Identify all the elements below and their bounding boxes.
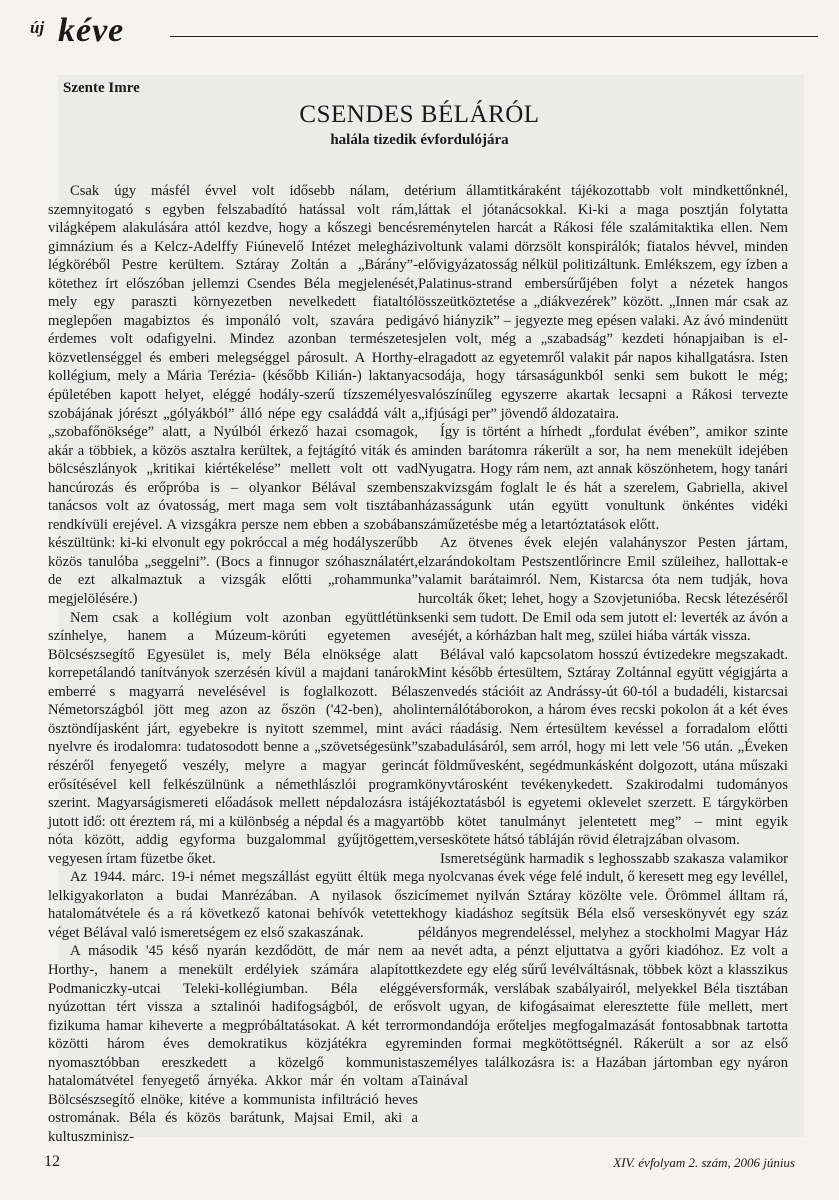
paragraph: Így is történt a hírhedt „fordulat évében”, amikor szinte minden barátomra rákerült a sor, ha nem menekült idejében Nyugatra. Hogy rám nem, azt annak köszönhetem, hogy tanári szakvizsgám foglalt le és hát a szerelem, Gabriella, akivel házasságunk után együtt vonultunk önkéntes vidéki száműzetésbe még a letartóztatások előtt. <box>418 424 788 533</box>
paragraph: Bélával való kapcsolatom hosszú évtizedekre megszakadt. Mint később értesültem, Sztáray Zoltánnal együtt végigjárta a szenvedés stációit az Andrássy-út 60-tól a budadéli, kistarcsai internálótáborokon, a három éves recski pokolon át a két éves váci ráadásig. Nem értesültem kevéssel a forradalom előtti szabadulásáról, sem arról, hogy mi lett vele '56 után. „Éveken át földművesként, segédmunkásként dolgozott, utána műszaki könyvtárosként tevékenykedett. Szakirodalmi tudományos tájékoztatásból is egyetemi oklevelet szerzett. E tárgykörben több kötet tanulmányt jelentetett meg” – mint egyik verseskötete hátsó tábláján rövid életrajzában olvasom. <box>418 646 788 849</box>
article-title: CSENDES BÉLÁRÓL <box>299 101 540 128</box>
paragraph: A második '45 késő nyarán kezdődött, de már nem a Horthy-, hanem a menekült erdélyiek számára alapított Podmaniczky-utcai Teleki-kollégiumban. Béla eléggé nyúzottan tért vissza a sztalinói hadifogságból, de erős fizikuma hamar kiheverte a megpróbáltatásokat. A két terror közötti három éves demokratikus közjátékra egyre nyomasztóbban ereszkedett a közelgő kommunista hatalomátvétel fenyegető árnyéka. Akkor már én voltam a Bölcsészsegítő elnöke, kitéve a kommunista infiltráció heves ostromának. Béla és közös barátunk, Majsai Emil, aki a kultuszminisz- <box>48 943 418 1145</box>
article-subtitle: halála tizedik évfordulójára <box>330 132 509 148</box>
masthead-rule <box>170 36 818 37</box>
masthead <box>28 8 818 48</box>
paragraph: Csak úgy másfél évvel volt idősebb nálam, de szemnyitogató s egyben felszabadító hatással volt rám, világképem alakulására attól kezdve, hogy a kőszegi bencés gimnázium és a Kelcz-Adelffy Fiúnevelő Intézet melegházi légköréből Pestre kerültem. Sztáray Zoltán a „Bárány”-kötethez írt előszóban jellemzi Csendes Béla megjelenését, mely egy paraszti környezetben nevelkedett fiataltól meglepően magabiztos és imponáló volt, szavára pedig érdemes volt odafigyelni. Mindez azonban természetes közvetlenséggel és emberi melegséggel párosult. A Horthy-kollégium, mely a Mária Terézia- (később Kilián-) laktanya épületében kapott helyet, eléggé hodály-szerű tízszemélyes szobájának jórészt „gólyákból” álló népe egy családdá vált a „szobafőnöksége” alatt, a Nyúlból érkező hazai csomagok, akár a többiek, a közös asztalra kerültek, a fejtágító viták és a bölcsészlányok „kritikai kiértékelése” mellett volt ott vad hancúrozás és erőpróba is – olyankor Bélával szemben tanácsos volt az óvatosság, mert maga sem volt tisztában rendkívüli erejével. A vizsgákra persze nem ebben a szobában készültünk: ki-ki elvonult egy pokróccal a még hodályszerűbb közös tanulóba „seggelni”. (Bocs a finnugor szóhasználatért, de ezt alkalmaztuk a vizsgák előtti „rohammunka” megjelölésére.) <box>48 183 418 608</box>
masthead-title: kéve <box>58 12 125 49</box>
issue-info: XIV. évfolyam 2. szám, 2006 június <box>613 1155 795 1170</box>
masthead-prefix: új <box>30 18 45 37</box>
paragraph: Az 1944. márc. 19-i német megszállást együtt éltük meg lelkigyakorlaton a budai Manrézában. A nyilasok őszi hatalomátvétele és a rá következő katonai behívók vetettek véget Bélával való ismeretségem ez első szakaszának. <box>48 869 418 941</box>
paragraph: térium államtitkáraként tájékozottabb volt mindkettőnknél, láttak el jótanácsokkal. Ki-ki a maga posztján folytatta reménytelen harcát a Rákosi féle szalámitaktika ellen. Nem voltunk valami dörzsölt konspirálók; fiatalos hévvel, minden elővigyázatosság nélkül politizáltunk. Emlékszem, egy ízben a Palatinus-strand embersűrűjében folyt a nézetek hangos összeütköztetése a „diákvezérek” között. „Innen már csak az ávó hiányzik” – jegyezte meg epésen valaki. Az ávó mindenütt jelen volt, még a „szabadság” kezdeti hónapjaiban is el-elragadott az egyetemről valakit pár napos kihallgatásra. Isten csodája, hogy társaságunkból senki sem bukott le még; valószínűleg egyszerre akartak lecsapni a Rákosi tervezte „ifjúsági per” jövendő áldozataira. <box>418 183 788 422</box>
article-column-right <box>418 182 788 1127</box>
page-number: 12 <box>44 1153 60 1170</box>
paragraph: Ismeretségünk harmadik s leghosszabb szakasza valamikor a nyolcvanas évek vége felé indult, ő keresett meg egy levéllel, címemet nyilván Sztáray közölte vele. Örömmel álltam rá, hogy kiadáshoz segítsük Béla első verseskönyvét egy száz példányos megrendeléssel, melyhez a stockholmi Magyar Ház a nevét adta, a pénzt eljuttatva a győri kiadóhoz. Ez volt a kezdete egy elég sűrű levélváltásnak, többek közt a klasszikus versformák, verslábak szabályairól, melyekkel Béla tisztában volt ugyan, de kifogásaimat eleresztette füle mellett, mert mondandója erőteljes megfogalmazását fontosabbnak tartotta minden formai megkötöttségnél. Rákerült a sor az első személyes találkozásra is: a Hazában jártomban egy nyáron Tainával <box>418 850 788 1090</box>
article-column-left <box>48 182 418 1145</box>
article-author: Szente Imre <box>63 80 140 96</box>
paragraph: Az ötvenes évek elején valahányszor Pesten jártam, elzarándokoltam Pestszentlőrincre Emil szüleihez, hallottak-e valamit barátaimról. Nem, Kistarcsa óta nem tudják, hova hurcolták őket; lehet, hogy a Szovjetunióba. Recsk létezéséről senki sem tudott. De Emil oda sem jutott el: leverték az ávón a veséjét, a kórházban halt meg, szülei hiába várták vissza. <box>418 535 788 645</box>
paragraph: Nem csak a kollégium volt azonban együttlétünk színhelye, hanem a Múzeum-körúti egyetemen a Bölcsészsegítő Egyesület is, mely Béla elnöksége alatt korrepetálandó tanítványok szerzésén kívül a majdani tanárok emberré s magyarrá nevelésével is foglalkozott. Béla Németországból jött meg azon az őszön ('42-ben), ahol ösztöndíjasként járt, egyebekre is nyitott szemmel, mint a nyelvre és irodalomra: tudatosodott benne a „szövetségesünk” részéről fenyegető veszély, melyre a magyar gerinc erősítésével kell felkészülnünk a némethlászlói program szerint. Magyarságismereti előadások mellett népdalozásra is jutott idő: ott éreztem rá, mi a különbség a népdal és a magyar nóta között, addig egyforma buzgalommal gyűjtögettem, vegyesen írtam füzetbe őket. <box>48 609 418 867</box>
